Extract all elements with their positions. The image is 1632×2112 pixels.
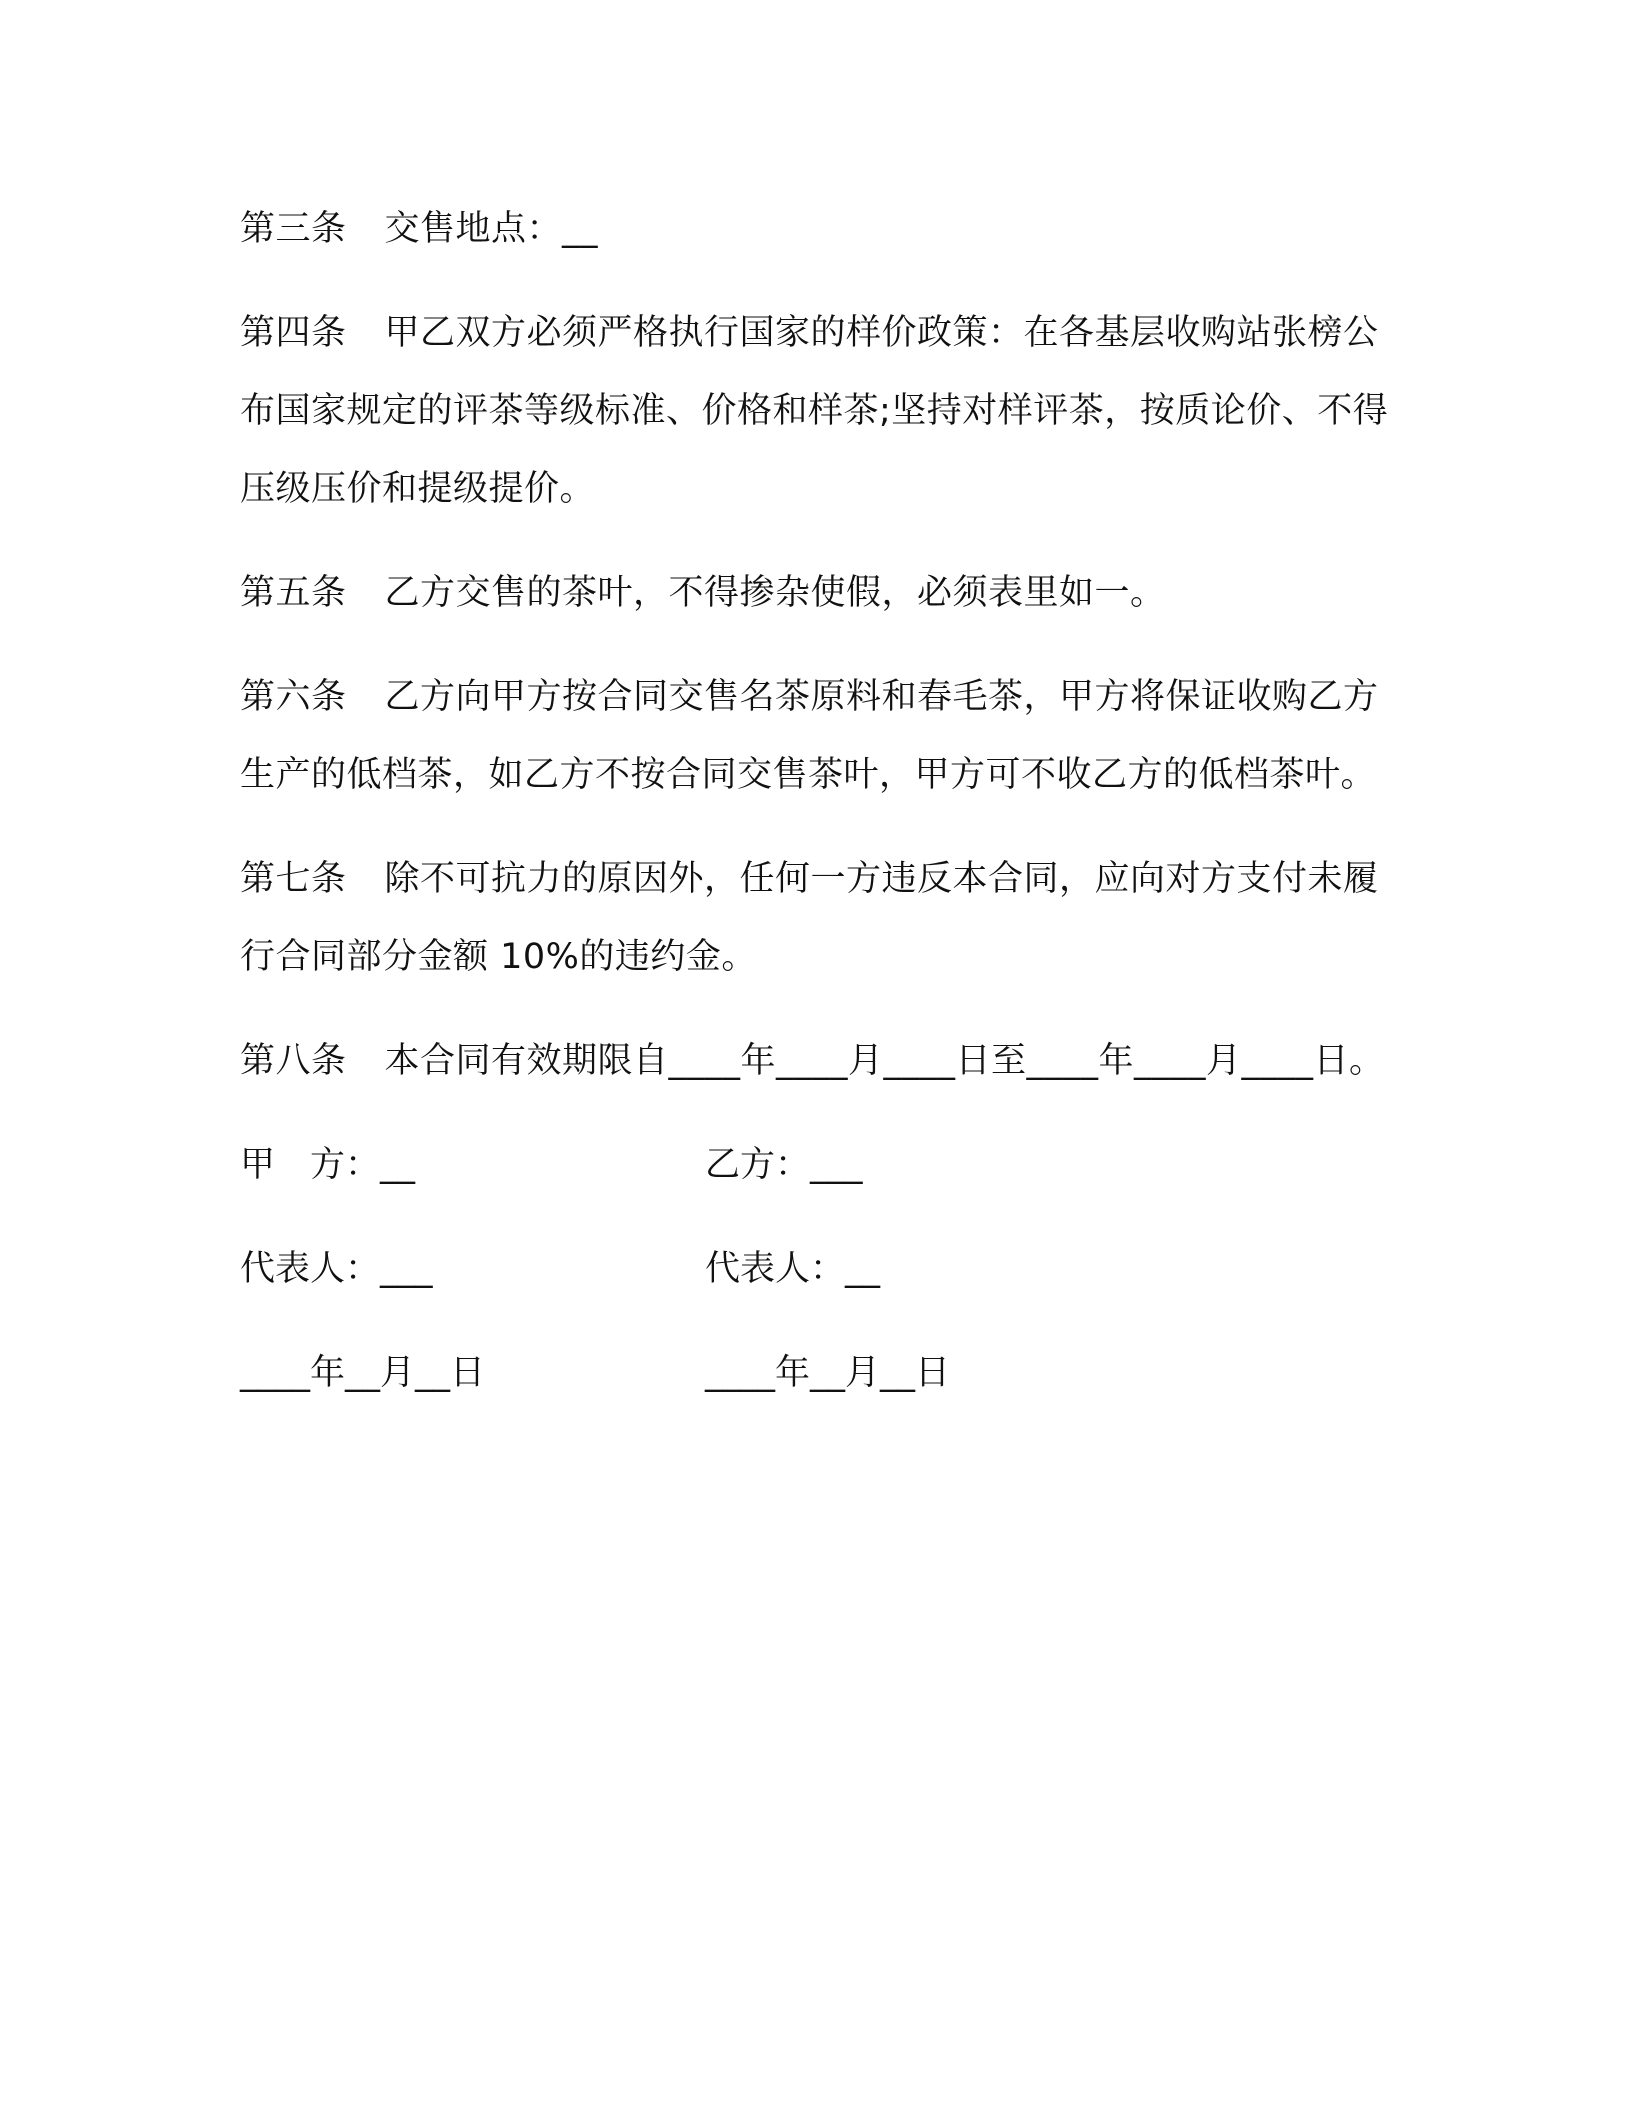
signature-representative-row bbox=[240, 1230, 1390, 1308]
representative-a-label: 代表人：___ bbox=[240, 1249, 433, 1289]
clause-number: 第四条 bbox=[240, 313, 347, 353]
clause-7 bbox=[240, 840, 1390, 996]
clause-5 bbox=[240, 554, 1390, 632]
contract-body bbox=[240, 190, 1390, 1438]
clause-4 bbox=[240, 294, 1390, 528]
date-a-label: ____年__月__日 bbox=[240, 1353, 486, 1393]
party-a-label: 甲 方：__ bbox=[240, 1145, 416, 1185]
clause-text: 甲乙双方必须严格执行国家的样价政策：在各基层收购站张榜公布国家规定的评茶等级标准、价格和样茶;坚持对样评茶，按质论价、不得压级压价和提级提价。 bbox=[240, 313, 1389, 509]
clause-text: 乙方向甲方按合同交售名茶原料和春毛茶，甲方将保证收购乙方生产的低档茶，如乙方不按合同交售茶叶，甲方可不收乙方的低档茶叶。 bbox=[240, 677, 1379, 795]
clause-text: 除不可抗力的原因外，任何一方违反本合同，应向对方支付未履行合同部分金额 10%的违约金。 bbox=[240, 859, 1379, 977]
clause-6 bbox=[240, 658, 1390, 814]
clause-number: 第五条 bbox=[240, 573, 347, 613]
clause-3 bbox=[240, 190, 1390, 268]
clause-number: 第七条 bbox=[240, 859, 347, 899]
clause-text: 乙方交售的茶叶，不得掺杂使假，必须表里如一。 bbox=[384, 573, 1166, 613]
clause-text: 交售地点：__ bbox=[384, 209, 599, 249]
clause-number: 第八条 bbox=[240, 1041, 347, 1081]
party-b-label: 乙方：___ bbox=[705, 1145, 863, 1185]
date-b-label: ____年__月__日 bbox=[705, 1353, 951, 1393]
representative-b-label: 代表人：__ bbox=[705, 1249, 881, 1289]
clause-text: 本合同有效期限自____年____月____日至____年____月____日。 bbox=[384, 1041, 1385, 1081]
signature-date-row bbox=[240, 1334, 1390, 1412]
signature-party-row bbox=[240, 1126, 1390, 1204]
clause-number: 第三条 bbox=[240, 209, 347, 249]
clause-8 bbox=[240, 1022, 1390, 1100]
clause-number: 第六条 bbox=[240, 677, 347, 717]
